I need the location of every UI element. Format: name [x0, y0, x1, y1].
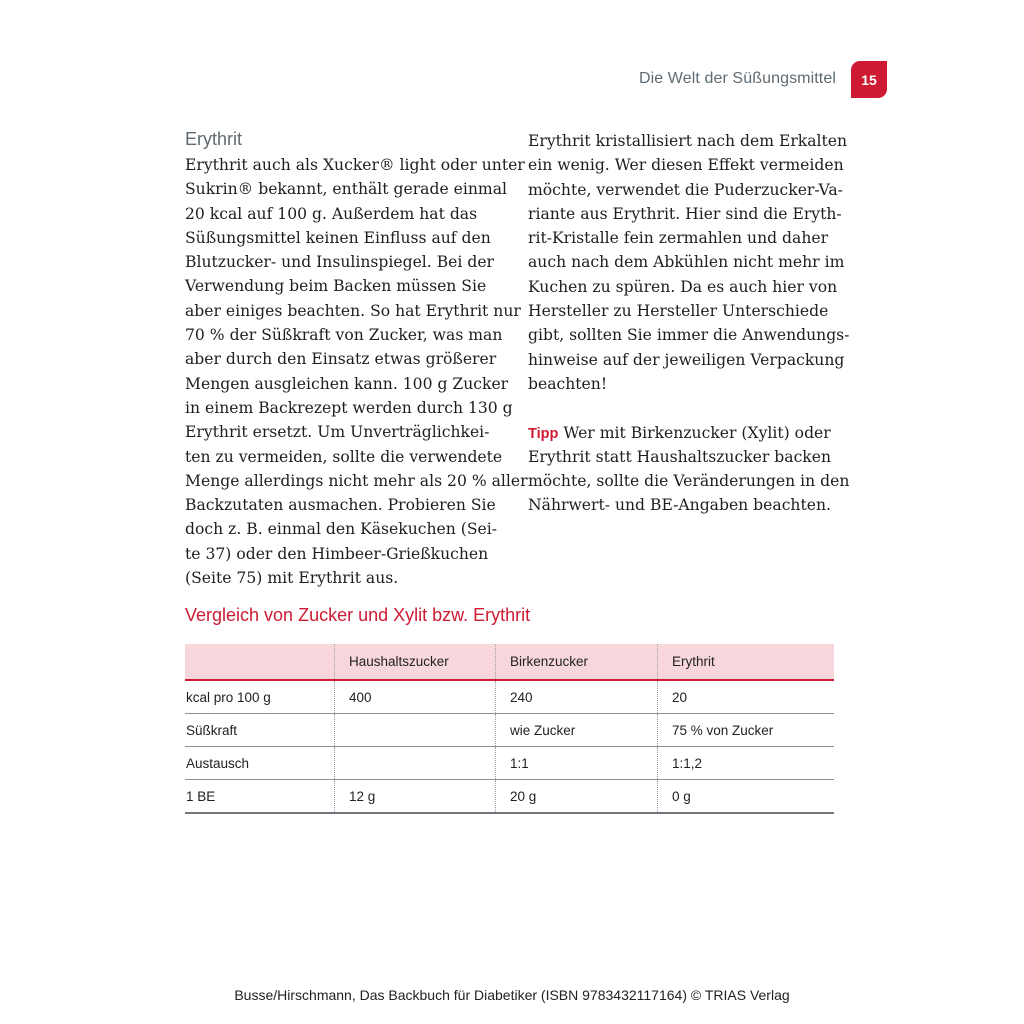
text-line: 20 kcal auf 100 g. Außerdem hat das [185, 204, 478, 223]
text-line: Menge allerdings nicht mehr als 20 % aller [185, 471, 528, 490]
table-cell: 1:1,2 [658, 747, 835, 780]
header-cell: Haushaltszucker [335, 644, 496, 680]
tip-label: Tipp [528, 425, 559, 442]
right-paragraph [528, 129, 850, 396]
header-cell [185, 644, 335, 680]
table-cell: 20 [658, 680, 835, 714]
tip-text [528, 445, 850, 518]
text-line: Blutzucker- und Insulinspiegel. Bei der [185, 253, 495, 272]
table-cell: 400 [335, 680, 496, 714]
text-line: ein wenig. Wer diesen Effekt vermeiden [528, 156, 844, 175]
table-row [185, 780, 834, 814]
table-cell: 75 % von Zucker [658, 714, 835, 747]
text-line: auch nach dem Abkühlen nicht mehr im [528, 253, 845, 272]
text-line: Erythrit ersetzt. Um Unverträglichkei- [185, 423, 490, 442]
table-cell: Austausch [185, 747, 335, 780]
table-cell: 0 g [658, 780, 835, 814]
table-cell [335, 747, 496, 780]
comparison-table [185, 644, 834, 814]
table-cell [335, 714, 496, 747]
text-line: Verwendung beim Backen müssen Sie [185, 277, 487, 296]
table-cell: 20 g [496, 780, 658, 814]
header-cell: Birkenzucker [496, 644, 658, 680]
table-row [185, 714, 834, 747]
text-line: Süßungsmittel keinen Einfluss auf den [185, 228, 491, 247]
text-line: aber einiges beachten. So hat Erythrit nur [185, 301, 521, 320]
text-line: Kuchen zu spüren. Da es auch hier von [528, 277, 838, 296]
table-title: Vergleich von Zucker und Xylit bzw. Erythrit [185, 605, 531, 625]
text-line: Erythrit kristallisiert nach dem Erkalten [528, 132, 848, 150]
table-cell: 1 BE [185, 780, 335, 814]
tip-box [528, 421, 850, 518]
text-line: Backzutaten ausmachen. Probieren Sie [185, 496, 496, 515]
section-heading: Erythrit [185, 129, 243, 149]
table-cell: wie Zucker [496, 714, 658, 747]
table-cell: 1:1 [496, 747, 658, 780]
tip-first-line [528, 421, 846, 445]
text-line: möchte, verwendet die Puderzucker-Va- [528, 180, 843, 199]
text-line: (Seite 75) mit Erythrit aus. [185, 569, 399, 588]
text-line: doch z. B. einmal den Käsekuchen (Sei- [185, 520, 498, 539]
table-row [185, 680, 834, 714]
table-cell: 12 g [335, 780, 496, 814]
text-line: riante aus Erythrit. Hier sind die Eryth- [528, 204, 842, 223]
running-head-title: Die Welt der Süßungsmittel [638, 70, 836, 87]
text-line: Hersteller zu Hersteller Unterschiede [528, 302, 829, 321]
text-line: ten zu vermeiden, sollte die verwendete [185, 447, 503, 466]
text-line: beachten! [528, 374, 608, 393]
text-line: möchte, sollte die Veränderungen in den [528, 472, 850, 491]
text-line: gibt, sollten Sie immer die Anwendungs- [528, 326, 850, 345]
header-cell: Erythrit [658, 644, 835, 680]
text-line: Erythrit auch als Xucker® light oder unter [185, 156, 525, 174]
table-header-row [185, 644, 834, 680]
table-cell: Süßkraft [185, 714, 335, 747]
left-text-column [185, 153, 528, 590]
text-line: te 37) oder den Himbeer-Grießkuchen [185, 544, 489, 563]
text-line: aber durch den Einsatz etwas größerer [185, 350, 497, 369]
text-line: Erythrit statt Haushaltszucker backen [528, 447, 832, 466]
text-line: in einem Backrezept werden durch 130 g [185, 398, 513, 417]
table-cell: kcal pro 100 g [185, 680, 335, 714]
footer-citation: Busse/Hirschmann, Das Backbuch für Diabetiker (ISBN 9783432117164) © TRIAS Verlag [234, 987, 790, 1003]
text-line: Mengen ausgleichen kann. 100 g Zucker [185, 374, 509, 393]
text-line: rit-Kristalle fein zermahlen und daher [528, 229, 829, 248]
table-cell: 240 [496, 680, 658, 714]
tip-first-text: Wer mit Birkenzucker (Xylit) oder [563, 423, 831, 442]
text-line: hinweise auf der jeweiligen Verpackung [528, 350, 845, 369]
page-number-badge: 15 [851, 61, 887, 98]
table-row [185, 747, 834, 780]
text-line: Sukrin® bekannt, enthält gerade einmal [185, 180, 507, 199]
text-line: 70 % der Süßkraft von Zucker, was man [185, 326, 503, 345]
text-line: Nährwert- und BE-Angaben beachten. [528, 496, 831, 515]
right-text-column [528, 129, 850, 518]
